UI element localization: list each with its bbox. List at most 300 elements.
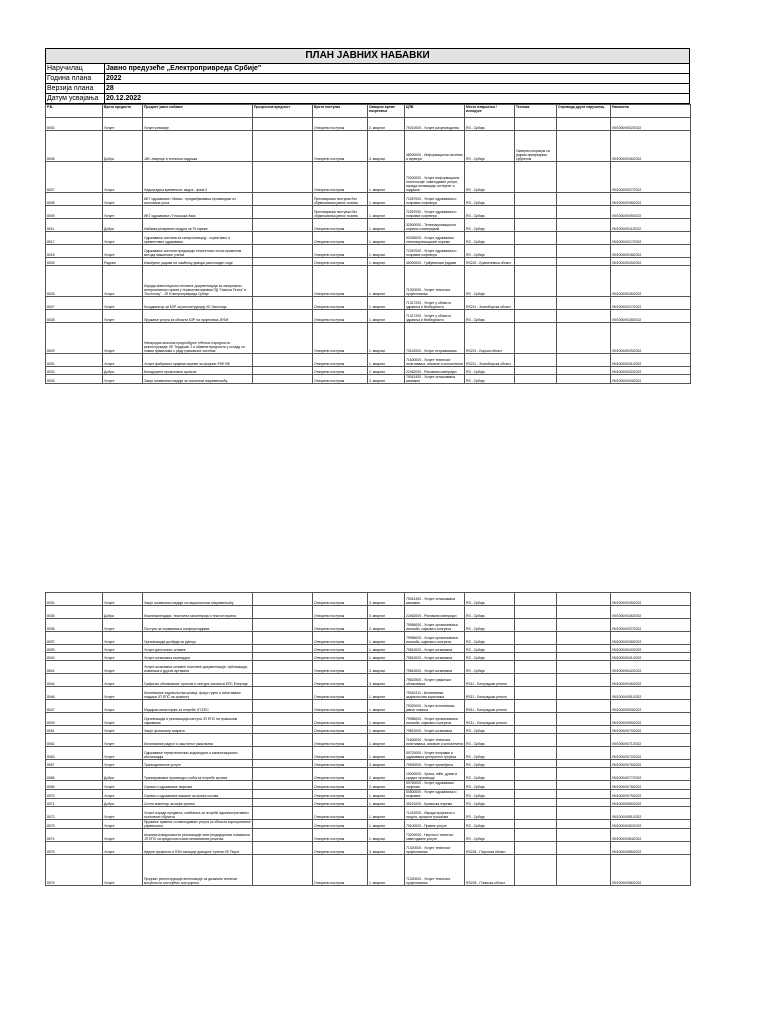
table-cell (557, 219, 611, 232)
table-cell: Поступи за сервисима и конференцијама (143, 619, 253, 632)
table-cell (557, 310, 611, 323)
table-cell: 8040 (46, 653, 103, 661)
column-header: ЦПВ (405, 105, 465, 118)
table-cell: Добра (103, 131, 143, 162)
table-cell (515, 799, 557, 807)
table-cell (253, 687, 313, 700)
table-cell: Отворени поступак (313, 661, 368, 674)
table-cell (515, 219, 557, 232)
table-row (46, 232, 691, 245)
meta-value: 2022 (106, 75, 122, 82)
table-cell: RS - Србија (465, 807, 515, 820)
table-cell: Отворени поступак (313, 790, 368, 799)
table-cell: Радови (103, 258, 143, 266)
table-cell: 8073 (46, 820, 103, 829)
table-cell: Одржавање термотехничких,водоводних и канализационих инсталација (143, 747, 253, 760)
table-cell: RS - Србија (465, 606, 515, 619)
table-cell: 1. квартал (368, 162, 405, 193)
column-header: Врста поступка (313, 105, 368, 118)
table-cell: Услуге (103, 747, 143, 760)
table-cell (515, 323, 557, 354)
table-cell: 8070 (46, 790, 103, 799)
table-cell: 72267000 - Услуге одржавања и поправке софтвера (405, 193, 465, 206)
table-cell: 09/1000/0036/2022 (611, 606, 691, 619)
table-cell: 79810000 - Услуге штампања (405, 661, 465, 674)
table-cell: 8008 (46, 193, 103, 206)
table-cell: 09/1000/0011/2022 (611, 219, 691, 232)
table-cell: 1. квартал (368, 258, 405, 266)
table-cell: 1. квартал (368, 245, 405, 258)
table-cell (253, 297, 313, 310)
table-cell (557, 206, 611, 219)
table-cell: 2. квартал (368, 619, 405, 632)
table-cell: 09/1000/0071/2022 (611, 734, 691, 747)
table-cell: 50750000 - Услуге одржавања лифтова (405, 781, 465, 790)
table-cell: Услуге (103, 632, 143, 645)
table-cell (557, 768, 611, 781)
table-cell (557, 674, 611, 687)
table-cell (515, 768, 557, 781)
table-cell (557, 118, 611, 131)
table-cell (253, 258, 313, 266)
table-cell: Организација догађаја за рунецо (143, 632, 253, 645)
table-cell (253, 734, 313, 747)
table-cell: Услуге (103, 118, 143, 131)
table-row (46, 193, 691, 206)
table-cell (557, 661, 611, 674)
table-cell: 22462000 - Рекламни материјал (405, 606, 465, 619)
table-row (46, 726, 691, 734)
table-cell (515, 297, 557, 310)
table-cell: Добра (103, 367, 143, 375)
table-cell (253, 807, 313, 820)
table-cell: 1. квартал (368, 799, 405, 807)
plan-page-1 (45, 48, 690, 384)
table-cell: Услуге (103, 781, 143, 790)
meta-value: 20.12.2022 (106, 95, 142, 102)
table-cell: 72267000 - Услуге одржавања и поправке софтвера (405, 206, 465, 219)
table-cell: RS - Србија (465, 206, 515, 219)
table-cell: 8069 (46, 781, 103, 790)
plan-page-2 (45, 592, 690, 886)
table-cell: 8061 (46, 726, 103, 734)
table-cell: 79956000 - Услуге организовања изложби, сајмова и конгреса (405, 632, 465, 645)
table-cell (253, 162, 313, 193)
table-cell: Отворени поступак (313, 700, 368, 713)
table-cell: Испитивање задовољства купаца, фокус групе и испитивање поздира ЈП ЕПС на тржишту (143, 687, 253, 700)
table-cell: 71317200 - Услуге у области здравља и безбедности (405, 310, 465, 323)
table-cell: 1. квартал (368, 645, 405, 653)
table-cell: Услуге (103, 653, 143, 661)
table-cell (557, 781, 611, 790)
table-cell: Израда инвестиционо-техничке документације ка-запорежних алтернативних горива у термоелектранама ПД "Никола Тесла" и "Костолац" - ЈП Електропривреда Србије (143, 266, 253, 297)
table-body (46, 593, 691, 886)
table-cell (515, 687, 557, 700)
table-cell (253, 323, 313, 354)
table-cell: 1. квартал (368, 734, 405, 747)
table-row (46, 842, 691, 855)
table-cell (557, 375, 611, 384)
table-cell (557, 687, 611, 700)
table-cell: 8037 (46, 632, 103, 645)
table-cell: Пружање услуга из области БЗР на пројектима ЈЕФИ (143, 310, 253, 323)
table-cell: Отворени поступак (313, 375, 368, 384)
table-cell: Одржавање система предикције енергетских поља применом метода машинског учења (143, 245, 253, 258)
table-cell: Отворени поступак (313, 687, 368, 700)
table-row (46, 245, 691, 258)
table-cell: Услуге (103, 855, 143, 886)
table-cell: Услуге (103, 206, 143, 219)
table-cell: 09/1000/0041/2022 (611, 653, 691, 661)
table-cell: ИКТ одржавање / Геозошка база (143, 206, 253, 219)
table-cell (515, 661, 557, 674)
column-header: Процењена вредност (253, 105, 313, 118)
table-cell: Отворени поступак (313, 653, 368, 661)
table-cell: RS228 - Пчињска област (465, 855, 515, 886)
table-cell: RS - Србија (465, 768, 515, 781)
table-cell: 1. квартал (368, 232, 405, 245)
table-cell (557, 258, 611, 266)
table-cell (557, 354, 611, 367)
table-cell: Отворени поступак (313, 674, 368, 687)
table-cell: 8018 (46, 245, 103, 258)
table-cell: 50800000 - Услуге одржавања и поправке (405, 790, 465, 799)
table-cell (253, 266, 313, 297)
table-cell: Отворени поступак (313, 768, 368, 781)
table-cell: 8074 (46, 829, 103, 842)
table-cell: Отворени поступак (313, 829, 368, 842)
table-cell: 79341400 - Услуге оглашавања кампање (405, 593, 465, 606)
table-cell: 1. квартал (368, 323, 405, 354)
table-cell (557, 619, 611, 632)
table-cell: 8028 (46, 310, 103, 323)
table-cell (515, 726, 557, 734)
table-cell: Услуге (103, 354, 143, 367)
table-cell: 79341400 - Услуге оглашавања кампање (405, 375, 465, 384)
table-cell (557, 606, 611, 619)
column-header: Оквирно време покретања (368, 105, 405, 118)
table-row (46, 781, 691, 790)
table-row (46, 661, 691, 674)
table-header-row (46, 105, 691, 118)
table-cell (515, 734, 557, 747)
table-cell (253, 354, 313, 367)
table-cell: 22462000 - Рекламни материјал (405, 367, 465, 375)
table-cell (253, 713, 313, 726)
meta-row-year (45, 74, 690, 84)
table-cell: Услуге (103, 593, 143, 606)
table-cell: 15000000 - Храна, пиће, дуван и сродни производи (405, 768, 465, 781)
table-cell: Услуге (103, 619, 143, 632)
table-cell: Услуге ревизије (143, 118, 253, 131)
table-cell: Отворени поступак (313, 593, 368, 606)
table-cell: Организација и реализација наступа ЈП ЕПС на тржишним сајмовима (143, 713, 253, 726)
table-cell (515, 842, 557, 855)
table-cell: 8026 (46, 266, 103, 297)
table-cell: 1. квартал (368, 266, 405, 297)
table-cell (557, 593, 611, 606)
table-row (46, 687, 691, 700)
table-cell: 3. квартал (368, 661, 405, 674)
table-cell: 8034 (46, 593, 103, 606)
table-row (46, 354, 691, 367)
table-cell (253, 619, 313, 632)
table-cell: 79810000 - Услуге штампања (405, 653, 465, 661)
table-cell (515, 645, 557, 653)
table-cell: Услуге фабричког пријема опреме за пројекат РНЕ ВЕ (143, 354, 253, 367)
table-cell: Закуп штампаних медија за локалном покривеношћу (143, 375, 253, 384)
table-cell: 8011 (46, 219, 103, 232)
table-cell: 79810000 - Услуге штампања (405, 645, 465, 653)
table-cell: RS - Србија (465, 162, 515, 193)
table-row (46, 799, 691, 807)
table-cell: 09/1000/0031/2022 (611, 354, 691, 367)
table-cell: Трансадетвенне услуге (143, 760, 253, 768)
table-cell (253, 674, 313, 687)
table-cell: 09/1000/0055/2022 (611, 713, 691, 726)
table-cell: Добра (103, 606, 143, 619)
table-cell: 09/1000/0078/2022 (611, 781, 691, 790)
table-cell: 1. квартал (368, 310, 405, 323)
table-cell: RS - Србија (465, 747, 515, 760)
table-cell: RS - Србија (465, 632, 515, 645)
table-cell (515, 232, 557, 245)
table-cell: Добра (103, 768, 143, 781)
table-cell: 79210000 - Услуге рачуноводства (405, 118, 465, 131)
table-cell (515, 118, 557, 131)
table-cell: Добра (103, 799, 143, 807)
table-cell: Услуге (103, 245, 143, 258)
table-cell (557, 713, 611, 726)
table-cell: RS221 - Борска област (465, 323, 515, 354)
table-cell (515, 310, 557, 323)
table-cell: RS - Србија (465, 266, 515, 297)
table-row (46, 323, 691, 354)
table-cell: Отворени поступак (313, 799, 368, 807)
column-header: Спровода други наручилац (557, 105, 611, 118)
table-row (46, 645, 691, 653)
table-cell (253, 842, 313, 855)
table-cell: Отворени поступак (313, 323, 368, 354)
table-cell: RS - Србија (465, 310, 515, 323)
table-cell: Услуге (103, 162, 143, 193)
table-cell (515, 245, 557, 258)
table-row (46, 700, 691, 713)
table-cell: Испитивање радног и заштитног ужикльева (143, 734, 253, 747)
table-cell (515, 266, 557, 297)
table-cell (253, 747, 313, 760)
table-cell: RS222 - Браничевска област (465, 258, 515, 266)
table-cell (253, 829, 313, 842)
table-cell: 8031 (46, 354, 103, 367)
procurement-table (45, 104, 691, 384)
table-cell: Отворени поступак (313, 632, 368, 645)
table-cell (557, 790, 611, 799)
column-header: Напомена (611, 105, 691, 118)
table-cell: 50330000 - Услуге одржавања телекомуникационе опреме (405, 232, 465, 245)
table-row (46, 367, 691, 375)
table-cell (515, 375, 557, 384)
table-row (46, 131, 691, 162)
table-cell: Отворени поступак (313, 747, 368, 760)
table-cell (253, 781, 313, 790)
table-cell: Услуге (103, 687, 143, 700)
table-cell (515, 700, 557, 713)
table-cell: 3. квартал (368, 674, 405, 687)
table-cell: RS11 - Београдски регион (465, 713, 515, 726)
table-cell: 8047 (46, 700, 103, 713)
table-row (46, 653, 691, 661)
table-cell: Отворени поступак (313, 245, 368, 258)
table-cell: Графичко обликовање, прелом и лектура часописа ЕПС Енергија (143, 674, 253, 687)
table-cell: Преговарачки поступак без објављивања јавног позива (313, 193, 368, 206)
table-cell: 09/1000/0085/2022 (611, 842, 691, 855)
table-cell (253, 726, 313, 734)
table-cell: Трансвравнани производи и пића за потребе кухиња (143, 768, 253, 781)
table-cell (557, 842, 611, 855)
table-cell: Услуге (103, 310, 143, 323)
table-cell (253, 118, 313, 131)
table-cell: 8068 (46, 768, 103, 781)
table-cell (253, 700, 313, 713)
table-cell: 71320000 - Услуге техничког пројектовања (405, 842, 465, 855)
table-cell: Отворени поступак (313, 232, 368, 245)
table-cell: Пружање правних и саветодавних услуга из области корпоративног управљања (144, 820, 251, 828)
table-cell: Закуп штампаних медија са националном покривеношћу (143, 593, 253, 606)
table-cell (557, 734, 611, 747)
table-cell: Отворени поступак (313, 781, 368, 790)
table-cell (515, 820, 557, 829)
table-cell: Отворени поступак (313, 734, 368, 747)
table-cell (253, 790, 313, 799)
table-cell (515, 619, 557, 632)
table-row (46, 713, 691, 726)
table-cell: RS - Србија (465, 790, 515, 799)
table-cell: Услуге (103, 760, 143, 768)
table-cell: ЈИС лиценце и техничка подршка (143, 131, 253, 162)
column-header: Техника (515, 105, 557, 118)
table-cell: 09/1000/0025/2022 (611, 258, 691, 266)
table-cell: 1. квартал (368, 193, 405, 206)
table-cell: 09/1000/0046/2022 (611, 674, 691, 687)
table-cell: 48000000 - Информациони системи и сервери (405, 131, 465, 162)
table-cell: Добра (103, 219, 143, 232)
meta-value: 28 (106, 85, 114, 92)
table-cell: RS - Србија (465, 193, 515, 206)
table-cell: Услуге (103, 842, 143, 855)
table-cell: 8033 (46, 375, 103, 384)
table-cell: 09/1000/0072/2022 (611, 747, 691, 760)
table-cell: 3. квартал (368, 606, 405, 619)
table-cell: 1. квартал (368, 219, 405, 232)
table-cell: Отворени поступак (313, 820, 368, 829)
table-cell: 8067 (46, 760, 103, 768)
table-cell (253, 820, 313, 829)
table-cell: Отворени поступак (313, 297, 368, 310)
table-cell: Отворени поступак (313, 855, 368, 886)
table-cell: 2. квартал (368, 118, 405, 131)
table-cell: 71242000 - Израда пројеката и нацрта, процена трошкова (405, 807, 465, 820)
table-cell: Услуге (103, 645, 143, 653)
table-cell (557, 829, 611, 842)
table-cell: 8006 (46, 131, 103, 162)
table-cell: RS - Србија (465, 781, 515, 790)
table-cell: Анализа изводљивости реализације свих регдидираних повишења ЈП ЕПС са предлогом нових иновативних решења (143, 829, 253, 842)
page-title: ПЛАН ЈАВНИХ НАБАВКИ (45, 48, 690, 64)
table-cell: 1. квартал (368, 726, 405, 734)
table-cell: RS11 - Београдски регион (465, 687, 515, 700)
table-cell (253, 593, 313, 606)
table-cell: 09/1000/0040/2022 (611, 645, 691, 653)
table-cell: 09/1000/0007/2022 (611, 162, 691, 193)
table-cell: 3. квартал (368, 760, 405, 768)
table-cell (253, 131, 313, 162)
table-cell: Сервис и одржавање лифтова (143, 781, 253, 790)
table-cell: RS - Србија (465, 375, 515, 384)
table-cell (515, 807, 557, 820)
column-header: Предмет јавне набавке (143, 105, 253, 118)
table-cell: 79530000 - Услуге превођења (405, 760, 465, 768)
table-cell: RS - Србија (465, 593, 515, 606)
table-cell (557, 297, 611, 310)
table-cell: ИКТ одржавање / Микио - предвиђаювања производње из копповина угља (143, 193, 253, 206)
column-header: Место извршења / испоруке (465, 105, 515, 118)
table-cell: 79956000 - Услуге организовања изложби, сајмова и конгреса (405, 713, 465, 726)
table-cell (557, 645, 611, 653)
table-cell: Услуге (103, 713, 143, 726)
table-cell: RS - Србија (465, 820, 515, 829)
table-cell (253, 760, 313, 768)
table-row (46, 266, 691, 297)
table-cell (253, 206, 313, 219)
table-cell: 1. квартал (368, 790, 405, 799)
table-cell: 32500000 - Телекомуникациона опрема и материјали (405, 219, 465, 232)
table-cell (253, 768, 313, 781)
table-cell: 45000000 - Грађевински радови (405, 258, 465, 266)
table-cell: Пројекат реконструкције вентилације са дизањем техничке могућности постојећих постројења (143, 855, 253, 886)
table-cell: 1. квартал (368, 829, 405, 842)
table-cell: Услуге (103, 734, 143, 747)
table-cell (253, 606, 313, 619)
table-cell: 8029 (46, 323, 103, 354)
table-cell: 79320000 - Услуге испитивања јавног мњења (405, 700, 465, 713)
table-cell: 09/1000/0035/2022 (611, 593, 691, 606)
table-cell: 1. квартал (368, 206, 405, 219)
table-cell: 79956000 - Услуге организовања изложби, сајмова и конгреса (405, 619, 465, 632)
table-cell: 09/1000/0018/2022 (611, 245, 691, 258)
table-cell (515, 760, 557, 768)
table-cell (515, 790, 557, 799)
table-row (46, 807, 691, 820)
procurement-table-continued (45, 592, 691, 886)
table-cell: RS226 - Пиротска област (465, 842, 515, 855)
table-cell (557, 799, 611, 807)
table-cell: Бенадорене промотивна артикли (143, 367, 253, 375)
meta-row-purchaser (45, 64, 690, 74)
table-cell: RS11 - Београдски регион (465, 674, 515, 687)
table-row (46, 258, 691, 266)
table-cell: 1. квартал (368, 700, 405, 713)
table-cell (515, 829, 557, 842)
table-cell: 09/1000/0077/2022 (611, 768, 691, 781)
table-cell (253, 799, 313, 807)
table-cell: Отворени поступак (313, 842, 368, 855)
table-cell (557, 131, 611, 162)
table-cell: Ситни инвентар за кафе кухиње (143, 799, 253, 807)
table-cell (557, 232, 611, 245)
table-cell: Услуге (103, 323, 143, 354)
table-cell: Отворени поступак (313, 266, 368, 297)
